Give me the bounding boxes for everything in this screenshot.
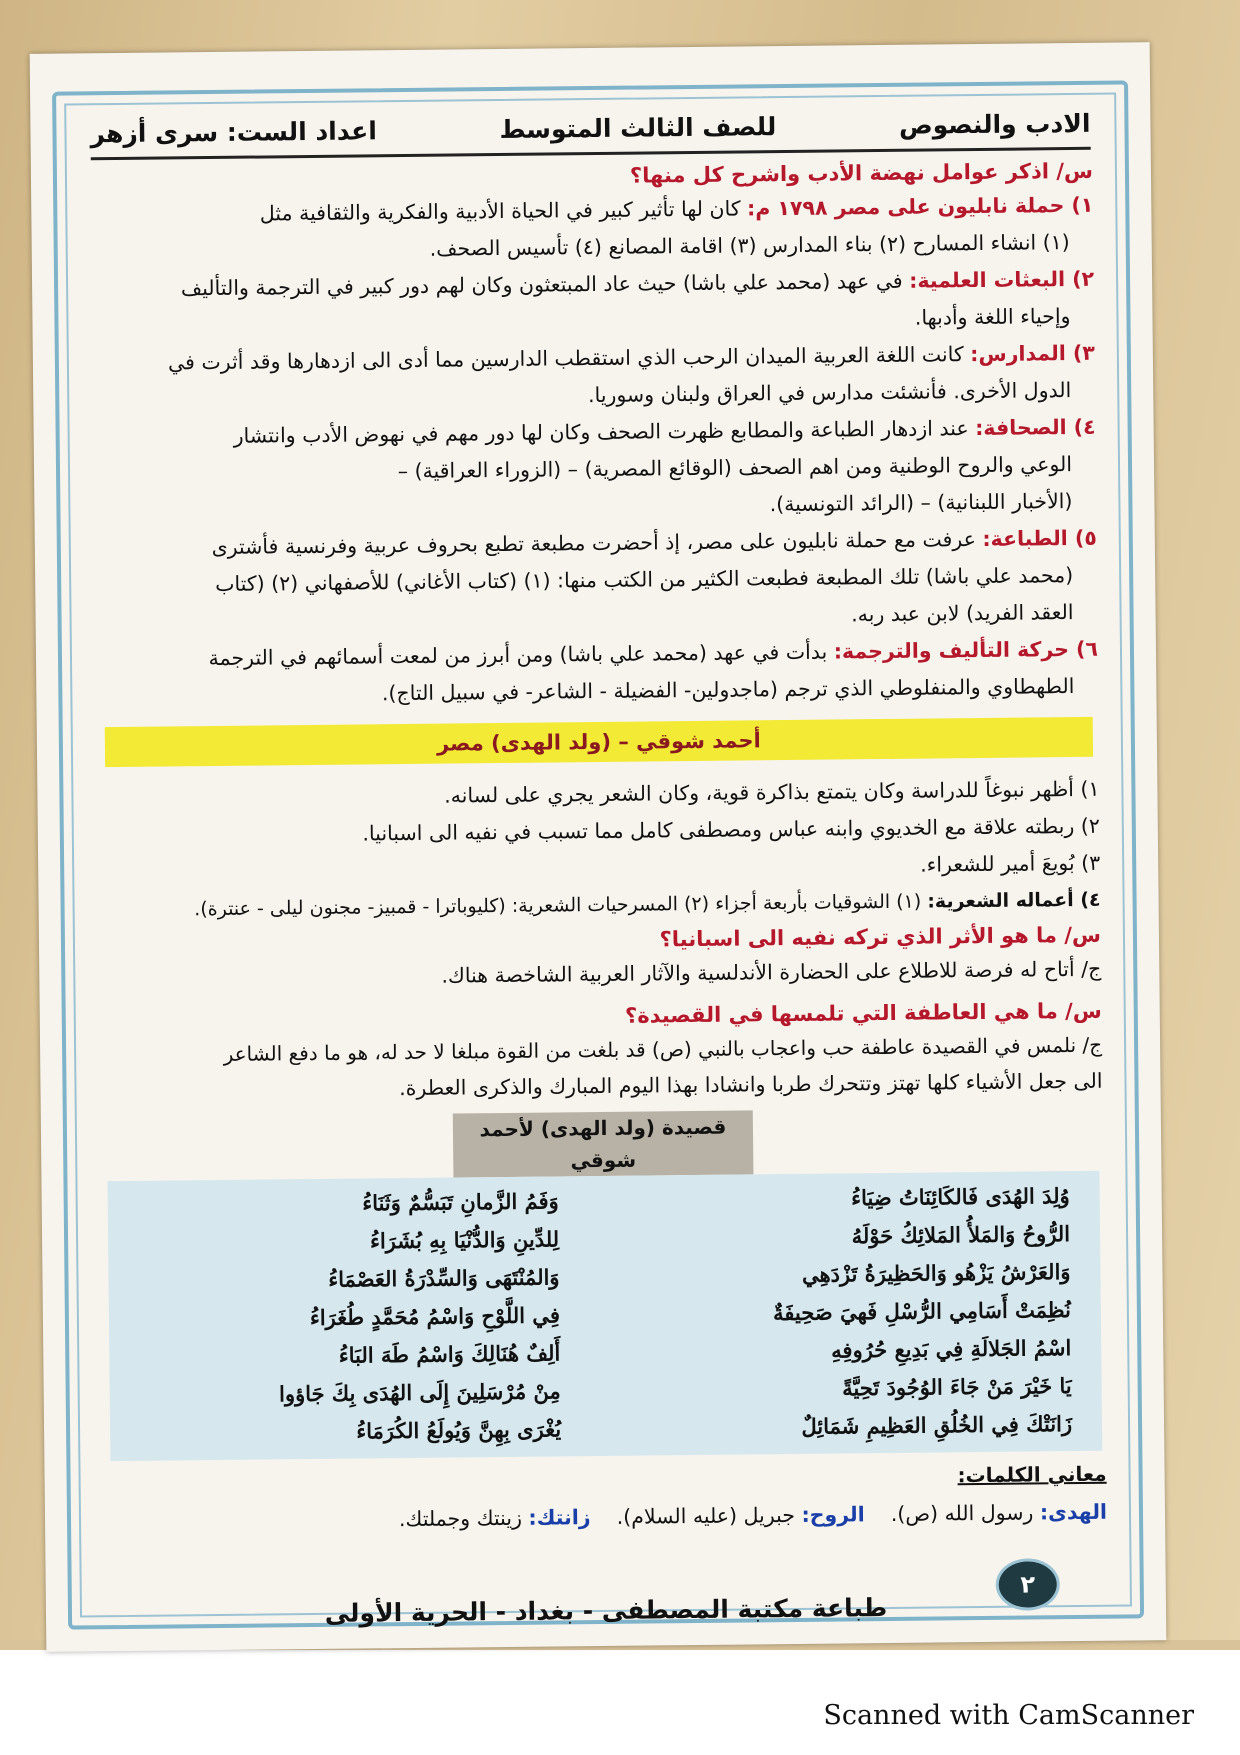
factor-line: (محمد علي باشا) تلك المطبعة فطبعت الكثير من الكتب منها: (١) (كتاب الأغاني) للأصفهاني (٢) (كتاب [215,563,1074,596]
verse-first-half: الرُّوحُ وَالمَلأُ المَلائِكُ حَوْلَهُ [851,1221,1071,1249]
verse-first-half: يَا خَيْرَ مَنْ جَاءَ الوُجُودَ تَحِيَّةً [842,1373,1072,1401]
page-footer: طباعة مكتبة المصطفى - بغداد - الحرية الأولى [324,1593,888,1628]
header-author: اعداد الست: سرى أزهر [90,115,378,148]
meanings-line: الهدى: رسول الله (ص). الروح: جبريل (عليه السلام). زانتك: زينتك وجملتك. [398,1499,1108,1532]
verse-second-half: وَفَمُ الزَّمانِ تَبَسُّمٌ وَثَنَاءُ [362,1188,559,1216]
factor-line: الوعي والروح الوطنية ومن اهم الصحف (الوقائع المصرية) – (الزوراء العراقية) – [397,452,1073,484]
answer-line: ج/ نلمس في القصيدة عاطفة حب واعجاب بالنبي (ص) قد بلغت من القوة مبلغا لا حد له، هو ما دفع الشاعر [223,1032,1103,1066]
factor-line: (الأخبار اللبنانية) – (الرائد التونسية). [769,489,1073,517]
verse-first-half: زَانَتْكَ فِي الخُلُقِ العَظِيمِ شَمَائِلٌ [801,1411,1073,1439]
verse-second-half: يُغْرَى بِهِنَّ وَيُولَعُ الكُرَمَاءُ [356,1416,562,1444]
verse-second-half: وَالمُنْتَهَى وَالسِّدْرَةُ العَصْمَاءُ [328,1264,560,1292]
header-subject: الادب والنصوص [898,108,1091,140]
verse-first-half: اسْمُ الجَلالَةِ فِي بَدِيعِ حُرُوفِهِ [831,1335,1072,1363]
factor-line: العقد الفريد) لابن عبد ربه. [851,600,1074,627]
verse-first-half: نُظِمَتْ أَسَامِي الرُّسْلِ فَهيَ صَحِيفَةٌ [772,1297,1072,1326]
question-heading: س/ ما هي العاطفة التي تلمسها في القصيدة؟ [624,998,1102,1028]
document-page [30,42,1167,1652]
page-number-badge: ٢ [995,1558,1060,1611]
page-content [93,155,1107,1543]
shawqi-facts [99,771,1100,929]
factor-line: ٤) الصحافة: عند ازدهار الطباعة والمطابع ظهرت الصحف وكان لها دور مهم في نهوض الأدب وانتشار [233,414,1096,448]
poem-box [107,1171,1102,1461]
factor-line: ١) حملة نابليون على مصر ١٧٩٨ م: كان لها تأثير كبير في الحياة الأدبية والفكرية والثقافية مثل [259,192,1094,226]
verse-second-half: لِلدِّينِ وَالدُّنْيَا بِهِ بُشَرَاءُ [369,1226,560,1254]
meanings-title: معاني الكلمات: [957,1461,1107,1488]
factor-line: ٢) البعثات العلمية: في عهد (محمد علي باشا) حيث عاد المبتعثون وكان لهم دور كبير في الترجمة والتأليف [180,266,1095,301]
verse-first-half: وُلِدَ الهُدَى فَالكَائِنَاتُ ضِيَاءُ [851,1183,1070,1211]
factor-line: وإحياء اللغة وأدبها. [914,304,1071,330]
factor-line: ٥) الطباعة: عرفت مع حملة نابليون على مصر، إذ أحضرت مطبعة تطبع بحروف عربية وفرنسية فأشترى [211,525,1097,560]
question-heading: س/ اذكر عوامل نهضة الأدب واشرح كل منها؟ [629,158,1094,188]
verse-second-half: أَلِفٌ هُنَالِكَ وَاسْمُ طَهَ البَاءُ [338,1340,561,1368]
verse-second-half: مِنْ مُرْسَلِينَ إِلَى الهُدَى بِكَ جَاؤوا [278,1378,561,1407]
factor-line: ٣) المدارس: كانت اللغة العربية الميدان الرحب الذي استقطب الدارسين مما أدى الى ازدهارها وقد أثرت في [167,340,1095,375]
question-heading: س/ ما هو الأثر الذي تركه نفيه الى اسبانيا؟ [659,922,1102,952]
verse-first-half: وَالعَرْشُ يَزْهُو وَالحَظِيرَةُ تَزْدَهِي [801,1259,1071,1287]
fact-line: ٢) ربطته علاقة مع الخديوي وابنه عباس ومصطفى كامل مما تسبب في نفيه الى اسبانيا. [362,813,1100,846]
fact-line: ٤) أعماله الشعرية: (١) الشوقيات بأربعة أجزاء (٢) المسرحيات الشعرية: (كليوباترا - قمبيز- مجنون ليلى - عنترة). [194,888,1101,921]
answer-line: ج/ أتاح له فرصة للاطلاع على الحضارة الأندلسية والآثار العربية الشاخصة هناك. [441,956,1102,988]
section-banner: أحمد شوقي – (ولد الهدى) مصر [105,717,1093,767]
header-grade: للصف الثالث المتوسط [499,111,777,144]
answer-line: الى جعل الأشياء كلها تهتز وتتحرك طربا وانشادا بهذا اليوم المبارك والذكرى العطرة. [399,1068,1103,1101]
factor-line: الدول الأخرى. فأنشئت مدارس في العراق ولبنان وسوريا. [587,378,1072,408]
fact-line: ١) أظهر نبوغاً للدراسة وكان يتمتع بذاكرة قوية، وكان الشعر يجري على لسانه. [444,776,1100,808]
poem-title: قصيدة (ولد الهدى) لأحمد شوقي [453,1110,754,1177]
factor-line: (١) انشاء المسارح (٢) بناء المدارس (٣) اقامة المصانع (٤) تأسيس الصحف. [429,230,1070,261]
factors-list [93,187,1098,715]
factor-line: الطهطاوي والمنفلوطي الذي ترجم (ماجدولين- الفضيلة - الشاعر- في سبيل التاج). [381,674,1075,706]
scanner-watermark: Scanned with CamScanner [823,1700,1194,1731]
fact-line: ٣) بُويعَ أمير للشعراء. [920,850,1101,877]
factor-line: ٦) حركة التأليف والترجمة: بدأت في عهد (محمد علي باشا) ومن أبرز من لمعت أسمائهم في الترجمة [208,636,1099,671]
verse-second-half: فِي اللَّوْحِ وَاسْمُ مُحَمَّدٍ طُغَرَاءُ [309,1302,561,1331]
